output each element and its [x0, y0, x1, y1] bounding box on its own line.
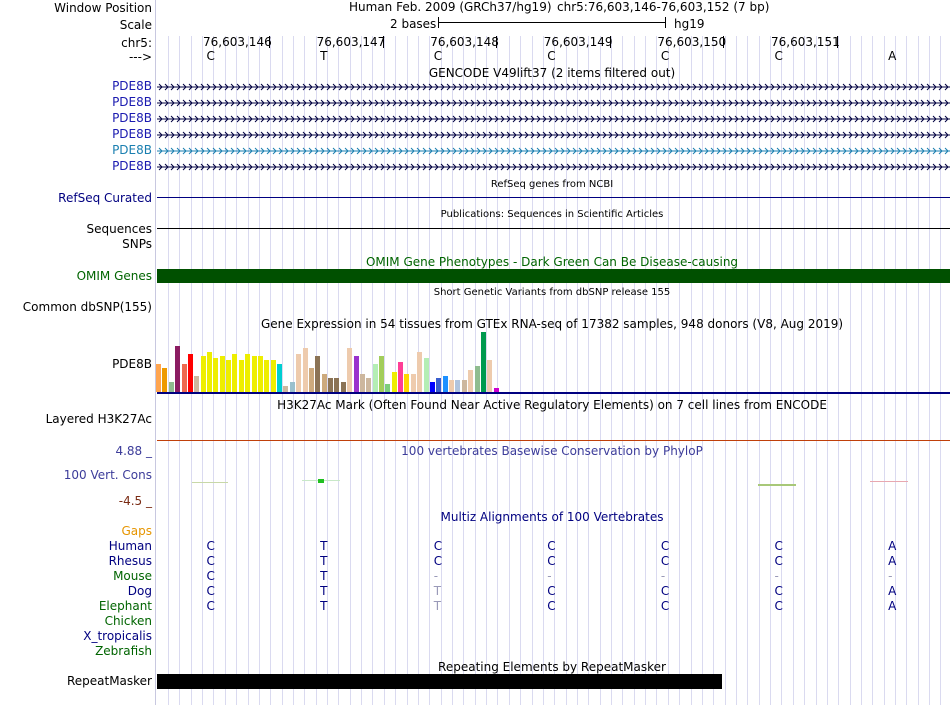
ruler-coordinate: 76,603,151 [771, 35, 840, 49]
aligned-base: T [433, 599, 442, 613]
phylop-max-label: 4.88 _ [115, 444, 152, 458]
phylop-track-title[interactable]: 100 vertebrates Basewise Conservation by PhyloP [401, 444, 703, 458]
aligned-base: C [660, 539, 670, 553]
reference-base: C [660, 49, 670, 63]
aligned-base: A [888, 539, 897, 553]
gtex-tissue-bar[interactable] [487, 360, 492, 392]
species-label[interactable]: X_tropicalis [83, 629, 152, 643]
species-label[interactable]: Dog [127, 584, 152, 598]
gencode-gene-label[interactable]: PDE8B [112, 111, 152, 125]
gtex-tissue-bar[interactable] [277, 364, 282, 392]
gencode-gene-label[interactable]: PDE8B [112, 79, 152, 93]
snps-track-label[interactable]: SNPs [122, 237, 152, 251]
gencode-transcript[interactable] [157, 114, 950, 124]
species-label[interactable]: Rhesus [108, 554, 152, 568]
phylop-mark [758, 484, 796, 486]
gencode-transcript[interactable] [157, 98, 950, 108]
species-label[interactable]: Zebrafish [95, 644, 152, 658]
ruler-coordinate: 76,603,147 [316, 35, 386, 49]
gtex-tissue-bar[interactable] [175, 346, 180, 392]
gtex-tissue-bar[interactable] [334, 378, 339, 392]
aligned-base: T [433, 584, 442, 598]
gtex-tissue-bar[interactable] [417, 352, 422, 392]
gtex-tissue-bar[interactable] [207, 352, 212, 392]
refseq-feature[interactable] [157, 197, 950, 198]
gtex-baseline [157, 392, 950, 394]
gtex-tissue-bar[interactable] [443, 376, 448, 392]
gtex-tissue-bar[interactable] [462, 380, 467, 392]
aligned-base: C [206, 539, 215, 553]
gtex-tissue-bar[interactable] [328, 378, 333, 392]
aligned-base: C [547, 599, 556, 613]
gencode-transcript[interactable] [157, 130, 950, 140]
gencode-transcript[interactable] [157, 146, 950, 156]
aligned-base: - [888, 569, 893, 583]
sequences-track-label[interactable]: Sequences [86, 222, 152, 236]
aligned-base: C [547, 539, 556, 553]
h3k27ac-track-label[interactable]: Layered H3K27Ac [45, 412, 152, 426]
scale-bar [438, 22, 666, 23]
aligned-base: - [547, 569, 552, 583]
assembly-name: Human Feb. 2009 (GRCh37/hg19) [349, 0, 552, 14]
repeatmasker-track-label[interactable]: RepeatMasker [66, 674, 152, 688]
reference-base: T [320, 49, 328, 63]
aligned-base: C [774, 599, 783, 613]
pubs-track-title[interactable]: Publications: Sequences in Scientific Articles [440, 209, 664, 220]
gtex-tissue-bar[interactable] [455, 380, 460, 392]
gtex-tissue-bar[interactable] [239, 360, 244, 392]
gtex-tissue-bar[interactable] [379, 356, 384, 392]
position-text: chr5:76,603,146-76,603,152 (7 bp) [557, 0, 770, 14]
scale-db: hg19 [674, 17, 705, 31]
aligned-base: T [320, 584, 328, 598]
gtex-tissue-bar[interactable] [411, 374, 416, 392]
reference-base: A [888, 49, 897, 63]
aligned-base: T [320, 539, 328, 553]
species-label[interactable]: Mouse [113, 569, 152, 583]
gencode-gene-label[interactable]: PDE8B [112, 127, 152, 141]
gtex-tissue-bar[interactable] [347, 348, 352, 392]
ruler-coordinate: 76,603,150 [657, 35, 727, 49]
gtex-tissue-bar[interactable] [468, 370, 473, 392]
dbsnp-track-title[interactable]: Short Genetic Variants from dbSNP release 155 [433, 287, 671, 298]
gtex-tissue-bar[interactable] [366, 378, 371, 392]
gtex-track-label[interactable]: PDE8B [112, 357, 152, 371]
ruler-coordinate: 76,603,148 [430, 35, 499, 49]
h3k27ac-signal[interactable] [157, 440, 950, 441]
gtex-tissue-bar[interactable] [424, 358, 429, 392]
gtex-tissue-bar[interactable] [398, 362, 403, 392]
species-label[interactable]: Chicken [104, 614, 152, 628]
gtex-tissue-bar[interactable] [392, 372, 397, 392]
gencode-gene-label[interactable]: PDE8B [112, 95, 152, 109]
ruler-coordinate: 76,603,146 [203, 35, 272, 49]
gtex-tissue-bar[interactable] [475, 366, 480, 392]
gtex-tissue-bar[interactable] [245, 354, 250, 392]
gtex-tissue-bar[interactable] [404, 374, 409, 392]
gtex-tissue-bar[interactable] [264, 360, 269, 392]
repeatmasker-track-title[interactable]: Repeating Elements by RepeatMasker [438, 660, 666, 674]
aligned-base: A [888, 584, 897, 598]
aligned-base: C [433, 539, 443, 553]
aligned-base: - [660, 569, 666, 583]
reference-base: C [547, 49, 556, 63]
aligned-base: C [206, 569, 215, 583]
omim-track-label[interactable]: OMIM Genes [76, 269, 152, 283]
ruler-coordinate: 76,603,149 [543, 35, 613, 49]
gtex-tissue-bar[interactable] [232, 354, 237, 392]
gtex-tissue-bar[interactable] [182, 364, 187, 392]
gtex-tissue-bar[interactable] [354, 356, 359, 392]
window-position-label: Window Position [54, 1, 152, 15]
gtex-tissue-bar[interactable] [360, 374, 365, 392]
gencode-transcript[interactable] [157, 82, 950, 92]
aligned-base: A [888, 599, 897, 613]
ruler-tick [496, 36, 497, 48]
omim-feature[interactable] [157, 269, 950, 283]
gtex-tissue-bar[interactable] [201, 356, 206, 392]
phylop-mark [870, 481, 908, 482]
gencode-transcript[interactable] [157, 162, 950, 172]
aligned-base: C [206, 599, 215, 613]
gtex-tissue-bar[interactable] [290, 382, 295, 392]
gtex-tissue-bar[interactable] [309, 368, 314, 392]
ruler-tick [610, 36, 611, 48]
gtex-tissue-bar[interactable] [252, 356, 257, 392]
gtex-tissue-bar[interactable] [258, 356, 263, 392]
gtex-tissue-bar[interactable] [385, 384, 390, 392]
gaps-label: Gaps [121, 524, 152, 538]
aligned-base: C [433, 554, 443, 568]
aligned-base: C [774, 539, 783, 553]
gencode-track-title[interactable]: GENCODE V49lift37 (2 items filtered out) [428, 66, 676, 80]
aligned-base: T [320, 569, 328, 583]
scale-text: 2 bases [390, 17, 437, 31]
aligned-base: C [774, 584, 783, 598]
gtex-tissue-bar[interactable] [449, 380, 454, 392]
refseq-track-label[interactable]: RefSeq Curated [58, 191, 152, 205]
gtex-tissue-bar[interactable] [226, 360, 231, 392]
aligned-base: - [774, 569, 779, 583]
chrom-label: chr5: [121, 36, 152, 50]
dbsnp-track-label[interactable]: Common dbSNP(155) [22, 300, 152, 314]
gtex-tissue-bar[interactable] [322, 374, 327, 392]
gtex-tissue-bar[interactable] [341, 382, 346, 392]
gtex-tissue-bar[interactable] [296, 354, 301, 392]
omim-track-title[interactable]: OMIM Gene Phenotypes - Dark Green Can Be Disease-causing [365, 255, 739, 269]
refseq-track-title[interactable]: RefSeq genes from NCBI [490, 179, 614, 190]
phylop-mark [192, 482, 228, 483]
gtex-tissue-bar[interactable] [481, 332, 486, 392]
gtex-tissue-bar[interactable] [315, 356, 320, 392]
strand-arrow: ---> [128, 50, 152, 64]
phylop-min-label: -4.5 _ [118, 494, 152, 508]
scale-bar-right-tick [665, 17, 666, 28]
gtex-tissue-bar[interactable] [271, 360, 276, 392]
aligned-base: C [660, 584, 670, 598]
gencode-gene-label[interactable]: PDE8B [112, 143, 152, 157]
species-label[interactable]: Human [108, 539, 152, 553]
aligned-base: C [547, 584, 556, 598]
aligned-base: C [206, 554, 215, 568]
reference-base: C [206, 49, 215, 63]
reference-base: C [433, 49, 443, 63]
scale-bar-left-tick [438, 17, 439, 28]
gtex-tissue-bar[interactable] [213, 358, 218, 392]
aligned-base: C [774, 554, 783, 568]
aligned-base: A [888, 554, 897, 568]
gtex-tissue-bar[interactable] [436, 378, 441, 392]
gencode-gene-label[interactable]: PDE8B [112, 159, 152, 173]
gtex-tissue-bar[interactable] [303, 348, 308, 392]
phylop-track-label[interactable]: 100 Vert. Cons [63, 468, 152, 482]
gtex-tissue-bar[interactable] [373, 364, 378, 392]
gtex-tissue-bar[interactable] [194, 376, 199, 392]
gtex-tissue-bar[interactable] [156, 364, 161, 392]
gtex-tissue-bar[interactable] [169, 382, 174, 392]
aligned-base: C [660, 554, 670, 568]
gtex-tissue-bar[interactable] [162, 368, 167, 392]
scale-label: Scale [119, 18, 152, 32]
aligned-base: C [206, 584, 215, 598]
gtex-tissue-bar[interactable] [220, 356, 225, 392]
multiz-track-title[interactable]: Multiz Alignments of 100 Vertebrates [440, 510, 664, 524]
ruler-tick [383, 36, 384, 48]
gtex-tissue-bar[interactable] [430, 382, 435, 392]
aligned-base: - [433, 569, 439, 583]
gtex-track-title[interactable]: Gene Expression in 54 tissues from GTEx RNA-seq of 17382 samples, 948 donors (V8, Aug 2019) [260, 317, 844, 331]
aligned-base: C [547, 554, 556, 568]
aligned-base: T [320, 599, 328, 613]
aligned-base: C [660, 599, 670, 613]
ruler-tick [723, 36, 724, 48]
h3k27ac-track-title[interactable]: H3K27Ac Mark (Often Found Near Active Regulatory Elements) on 7 cell lines from ENCODE [277, 398, 827, 412]
sequences-feature[interactable] [157, 228, 950, 229]
ruler-tick [837, 36, 838, 48]
aligned-base: T [320, 554, 328, 568]
reference-base: C [774, 49, 783, 63]
gtex-tissue-bar[interactable] [188, 354, 193, 392]
phylop-mark [318, 479, 324, 483]
ruler-tick [269, 36, 270, 48]
repeatmasker-feature[interactable] [157, 674, 722, 689]
species-label[interactable]: Elephant [98, 599, 152, 613]
